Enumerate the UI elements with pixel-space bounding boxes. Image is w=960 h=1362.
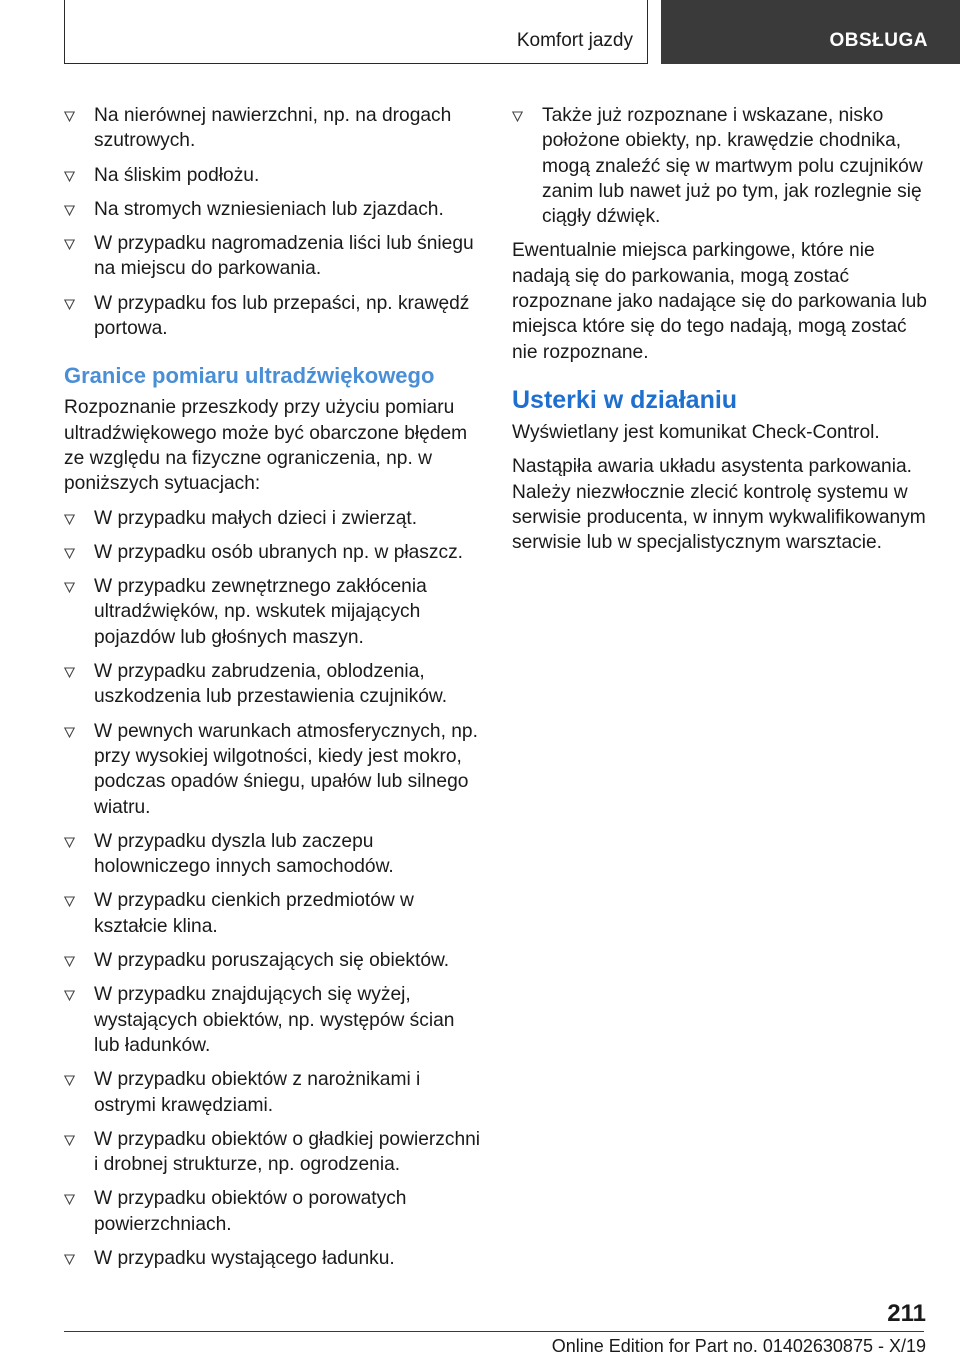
list-item: [64, 888, 482, 939]
list-item-text: Także już rozpoznane i wskazane, nisko położone obiekty, np. krawędzie chodnika, mogą znaleźć się w martwym polu czujników zanim lub nawet już po tym, jak rozlegnie się ciągły dźwięk.: [542, 105, 923, 228]
failure-paragraph: Nastąpiła awaria układu asystenta parkowania. Należy niezwłocznie zlecić kontrolę systemu w serwisie producenta, w innym wykwalifikowanym serwisie lub w specjalistycznym warsztacie.: [512, 456, 926, 554]
list-item-text: W pewnych warunkach atmosferycznych, np. przy wysokiej wilgotności, kiedy jest mokro, podczas opadów śniegu, upałów lub silnego wiatru.: [94, 720, 478, 818]
list-item-text: W przypadku cienkich przedmiotów w kształcie klina.: [94, 890, 414, 937]
triangle-bullet-icon: [64, 548, 75, 559]
list-item-text: W przypadku zabrudzenia, oblodzenia, uszkodzenia lub przestawienia czujników.: [94, 661, 448, 708]
list-item-text: W przypadku obiektów o gładkiej powierzchni i drobnej strukturze, np. ogrodzenia.: [94, 1128, 481, 1176]
list-item: [512, 103, 930, 229]
list-item: [64, 659, 482, 710]
check-control-paragraph: Wyświetlany jest komunikat Check-Control.: [512, 421, 880, 443]
triangle-bullet-icon: [64, 582, 75, 593]
triangle-bullet-icon: [64, 514, 75, 525]
triangle-bullet-icon: [64, 1194, 75, 1205]
malfunction-heading: Usterki w działaniu: [512, 385, 738, 414]
triangle-bullet-icon: [64, 1135, 75, 1146]
list-item-text: W przypadku poruszających się obiektów.: [94, 950, 450, 972]
triangle-bullet-icon: [64, 956, 75, 967]
conditions-list: [64, 103, 482, 341]
section-subheading: Granice pomiaru ultradźwiękowego: [64, 363, 435, 389]
list-item-text: W przypadku osób ubranych np. w płaszcz.: [94, 541, 464, 563]
list-item: [64, 948, 482, 973]
list-item: [64, 506, 482, 531]
list-item: [64, 1067, 482, 1118]
section-title: Komfort jazdy: [516, 30, 633, 51]
list-item-text: W przypadku obiektów o porowatych powierzchniach.: [94, 1188, 407, 1235]
list-item: [64, 574, 482, 650]
list-item-text: W przypadku znajdujących się wyżej, wystających obiektów, np. występów ścian lub ładunków.: [94, 984, 455, 1056]
list-item-text: Na stromych wzniesieniach lub zjazdach.: [94, 198, 444, 220]
list-item: [64, 982, 482, 1058]
triangle-bullet-icon: [64, 837, 75, 848]
triangle-bullet-icon: [64, 667, 75, 678]
triangle-bullet-icon: [64, 239, 75, 250]
triangle-bullet-icon: [64, 205, 75, 216]
intro-paragraph: Rozpoznanie przeszkody przy użyciu pomiaru ultradźwiękowego może być obarczone błędem ze względu na fizyczne ograniczenia, np. w poniższych sytuacjach:: [64, 397, 468, 495]
list-item-text: W przypadku wystającego ładunku.: [94, 1247, 395, 1269]
list-item: [64, 1186, 482, 1237]
list-item-text: Na śliskim podłożu.: [94, 164, 260, 186]
list-item: [64, 197, 482, 222]
list-item: [64, 1127, 482, 1178]
triangle-bullet-icon: [64, 171, 75, 182]
triangle-bullet-icon: [64, 727, 75, 738]
list-item: [64, 540, 482, 565]
triangle-bullet-icon: [64, 990, 75, 1001]
footer-divider: [64, 1331, 924, 1332]
list-item: [64, 291, 482, 342]
triangle-bullet-icon: [64, 1075, 75, 1086]
list-item: [64, 103, 482, 154]
blind-spot-list: [512, 103, 930, 229]
page-number: 211: [887, 1300, 926, 1327]
page-header: [64, 0, 960, 66]
list-item-text: W przypadku małych dzieci i zwierząt.: [94, 507, 418, 529]
triangle-bullet-icon: [64, 896, 75, 907]
list-item-text: W przypadku zewnętrznego zakłócenia ultradźwięków, np. wskutek mijających pojazdów lub głośnych maszyn.: [94, 576, 427, 648]
chapter-tab: [661, 0, 960, 64]
list-item: [64, 829, 482, 880]
parking-spaces-paragraph: Ewentualnie miejsca parkingowe, które nie nadają się do parkowania, mogą zostać rozpoznane jako nadające się do parkowania lub miejsca które się do tego nadają, mogą zostać nie rozpoznane.: [512, 240, 927, 363]
chapter-title: OBSŁUGA: [829, 30, 928, 51]
left-column: [64, 103, 482, 1280]
list-item-text: W przypadku nagromadzenia liści lub śniegu na miejscu do parkowania.: [94, 233, 474, 280]
triangle-bullet-icon: [64, 1254, 75, 1265]
triangle-bullet-icon: [64, 299, 75, 310]
list-item: [64, 719, 482, 820]
list-item: [64, 231, 482, 282]
right-column: [512, 103, 930, 564]
section-tab: [64, 0, 648, 64]
limitations-list: [64, 506, 482, 1272]
list-item-text: W przypadku fos lub przepaści, np. krawędź portowa.: [94, 292, 470, 340]
list-item-text: W przypadku obiektów z narożnikami i ostrymi krawędziami.: [94, 1069, 421, 1116]
list-item-text: W przypadku dyszla lub zaczepu holowniczego innych samochodów.: [94, 830, 394, 878]
edition-footer: Online Edition for Part no. 01402630875 - X/19: [551, 1336, 926, 1356]
triangle-bullet-icon: [512, 111, 523, 122]
list-item-text: Na nierównej nawierzchni, np. na drogach szutrowych.: [94, 105, 452, 152]
list-item: [64, 163, 482, 188]
triangle-bullet-icon: [64, 111, 75, 122]
list-item: [64, 1246, 482, 1271]
